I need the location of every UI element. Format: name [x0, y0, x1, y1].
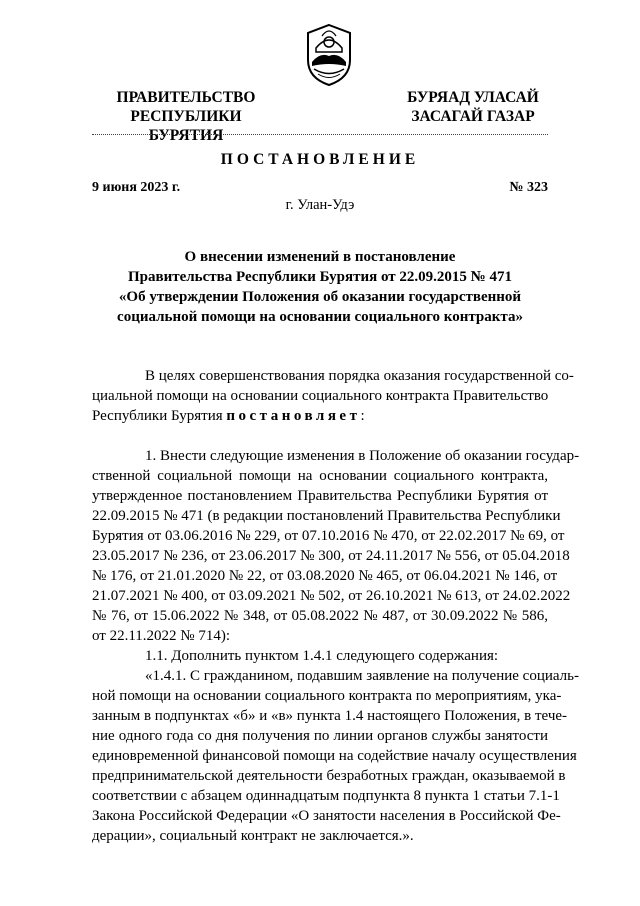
document-date: 9 июня 2023 г.	[92, 180, 181, 195]
paragraph-line: «1.4.1. С гражданином, подавшим заявление на получение социаль-	[145, 668, 580, 684]
item-1-paragraph	[92, 446, 580, 666]
paragraph-line: Бурятия от 03.06.2016 № 229, от 07.10.2016 № 470, от 22.02.2017 № 69, от	[92, 528, 565, 544]
paragraph-line: № 176, от 21.01.2020 № 22, от 03.08.2020 № 465, от 06.04.2021 № 146, от	[92, 568, 558, 584]
subject-line: социальной помощи на основании социального контракта»	[117, 309, 523, 325]
paragraph-line: 23.05.2017 № 236, от 23.06.2017 № 300, от 24.11.2017 № 556, от 05.04.2018	[92, 548, 570, 564]
government-name-bua-line: ЗАСАГАЙ ГАЗАР	[411, 108, 535, 125]
subject-line: О внесении изменений в постановление	[184, 249, 456, 265]
paragraph-line: В целях совершенствования порядка оказания государственной со-	[145, 368, 574, 384]
resolves-word: постановляет	[226, 408, 361, 424]
paragraph-line: 21.07.2021 № 400, от 03.09.2021 № 502, от 26.10.2021 № 613, от 24.02.2022	[92, 588, 571, 604]
paragraph-line: ственной социальной помощи на основании социального контракта,	[92, 468, 548, 484]
paragraph-line: дерации», социальный контракт не заключается.».	[92, 828, 414, 844]
paragraph-line: единовременной финансовой помощи на содействие началу осуществления	[92, 748, 577, 764]
header-divider	[92, 134, 548, 135]
paragraph-line	[92, 406, 548, 426]
paragraph-line: Закона Российской Федерации «О занятости населения в Российской Фе-	[92, 808, 561, 824]
government-name-bua	[398, 88, 548, 126]
document-type-title: ПОСТАНОВЛЕНИЕ	[220, 151, 420, 168]
coat-of-arms-icon	[298, 22, 360, 88]
paragraph-line: № 76, от 15.06.2022 № 348, от 05.08.2022 № 487, от 30.09.2022 № 586,	[92, 608, 548, 624]
preamble-suffix: :	[360, 408, 365, 424]
paragraph-line: от 22.11.2022 № 714):	[92, 628, 231, 644]
preamble-paragraph	[92, 366, 574, 426]
paragraph-line: 1. Внести следующие изменения в Положение об оказании государ-	[145, 448, 580, 464]
subject-line: «Об утверждении Положения об оказании государственной	[118, 289, 522, 305]
paragraph-line: ние одного года со дня получения по линии органов службы занятости	[92, 728, 548, 744]
item-1-4-1-paragraph	[92, 666, 580, 846]
government-name-bua-line: БУРЯАД УЛАСАЙ	[407, 89, 539, 106]
paragraph-line: соответствии с абзацем одиннадцатым подпункта 8 пункта 1 статьи 7.1-1	[92, 788, 560, 804]
paragraph-line: утвержденное постановлением Правительства Республики Бурятия от	[92, 488, 548, 504]
document-number: № 323	[509, 180, 548, 195]
paragraph-line: 22.09.2015 № 471 (в редакции постановлений Правительства Республики	[92, 508, 561, 524]
government-name-ru-line: ПРАВИТЕЛЬСТВО	[116, 89, 256, 106]
paragraph-line: предпринимательской деятельности безработных граждан, оказываемой в	[92, 768, 566, 784]
government-name-ru-line: РЕСПУБЛИКИ БУРЯТИЯ	[130, 108, 242, 144]
paragraph-line: циальной помощи на основании социального контракта Правительство	[92, 388, 549, 404]
document-subject	[92, 247, 548, 327]
item-1-1-line: 1.1. Дополнить пунктом 1.4.1 следующего содержания:	[145, 648, 499, 664]
government-name-ru	[92, 88, 280, 145]
subject-line: Правительства Республики Бурятия от 22.09.2015 № 471	[127, 269, 512, 285]
document-city: г. Улан-Удэ	[285, 197, 355, 213]
paragraph-line: ной помощи на основании социального контракта по мероприятиям, ука-	[92, 688, 562, 704]
paragraph-line: занным в подпунктах «б» и «в» пункта 1.4 настоящего Положения, в тече-	[92, 708, 568, 724]
preamble-prefix: Республики Бурятия	[92, 408, 227, 424]
